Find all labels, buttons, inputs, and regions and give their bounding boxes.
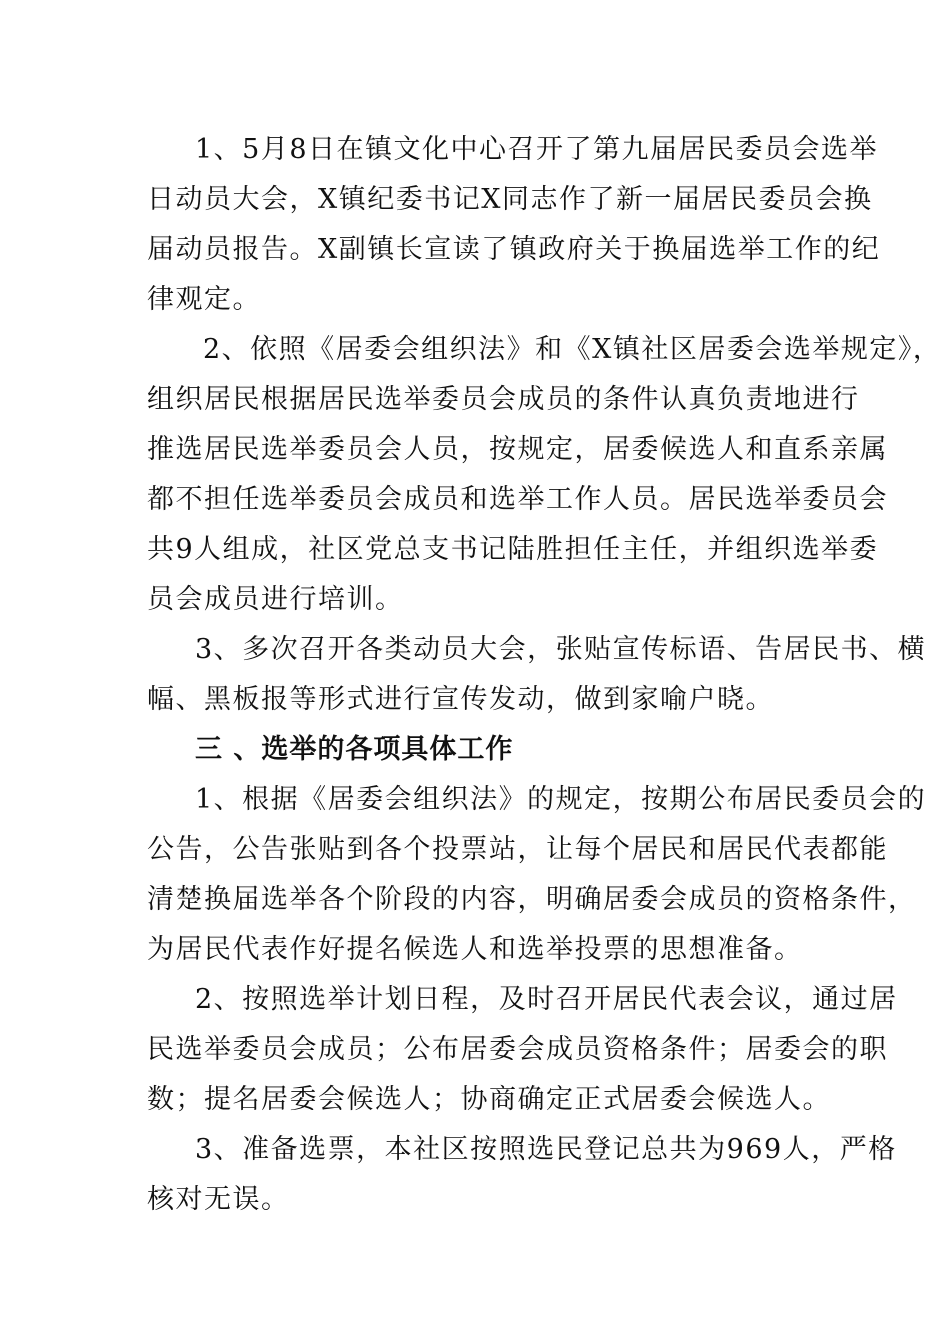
- paragraph-6-line-1: 3、准备选票，本社区按照选民登记总共为969人，严格: [195, 1134, 897, 1165]
- paragraph-1-line-4: 律观定。: [147, 284, 261, 315]
- paragraph-5-line-3: 数；提名居委会候选人；协商确定正式居委会候选人。: [147, 1084, 831, 1115]
- paragraph-2-line-1: 2、依照《居委会组织法》和《X镇社区居委会选举规定》，: [203, 334, 942, 365]
- paragraph-2-line-2: 组织居民根据居民选举委员会成员的条件认真负责地进行: [147, 384, 860, 415]
- paragraph-2-line-5: 共9人组成，社区党总支书记陆胜担任主任，并组织选举委: [147, 534, 879, 565]
- paragraph-4-line-1: 1、根据《居委会组织法》的规定，按期公布居民委员会的: [195, 784, 927, 815]
- paragraph-1-line-1: 1、5月8日在镇文化中心召开了第九届居民委员会选举: [195, 134, 879, 165]
- paragraph-4-line-2: 公告，公告张贴到各个投票站，让每个居民和居民代表都能: [147, 834, 888, 865]
- paragraph-2-line-4: 都不担任选举委员会成员和选举工作人员。居民选举委员会: [147, 484, 888, 515]
- paragraph-3-line-2: 幅、黑板报等形式进行宣传发动，做到家喻户晓。: [147, 684, 774, 715]
- paragraph-1-line-3: 届动员报告。X副镇长宣读了镇政府关于换届选举工作的纪: [147, 234, 881, 265]
- paragraph-5-line-1: 2、按照选举计划日程，及时召开居民代表会议，通过居: [195, 984, 898, 1015]
- paragraph-1-line-2: 日动员大会，X镇纪委书记X同志作了新一届居民委员会换: [147, 184, 873, 215]
- paragraph-2-line-3: 推选居民选举委员会人员，按规定，居委候选人和直系亲属: [147, 434, 888, 465]
- paragraph-5-line-2: 民选举委员会成员；公布居委会成员资格条件；居委会的职: [147, 1034, 888, 1065]
- paragraph-2-line-6: 员会成员进行培训。: [147, 584, 404, 615]
- paragraph-3-line-1: 3、多次召开各类动员大会，张贴宣传标语、告居民书、横: [195, 634, 927, 665]
- section-heading: 三 、选举的各项具体工作: [195, 734, 514, 765]
- paragraph-4-line-3: 清楚换届选举各个阶段的内容，明确居委会成员的资格条件，: [147, 884, 917, 915]
- paragraph-4-line-4: 为居民代表作好提名候选人和选举投票的思想准备。: [147, 934, 803, 965]
- paragraph-6-line-2: 核对无误。: [147, 1184, 290, 1215]
